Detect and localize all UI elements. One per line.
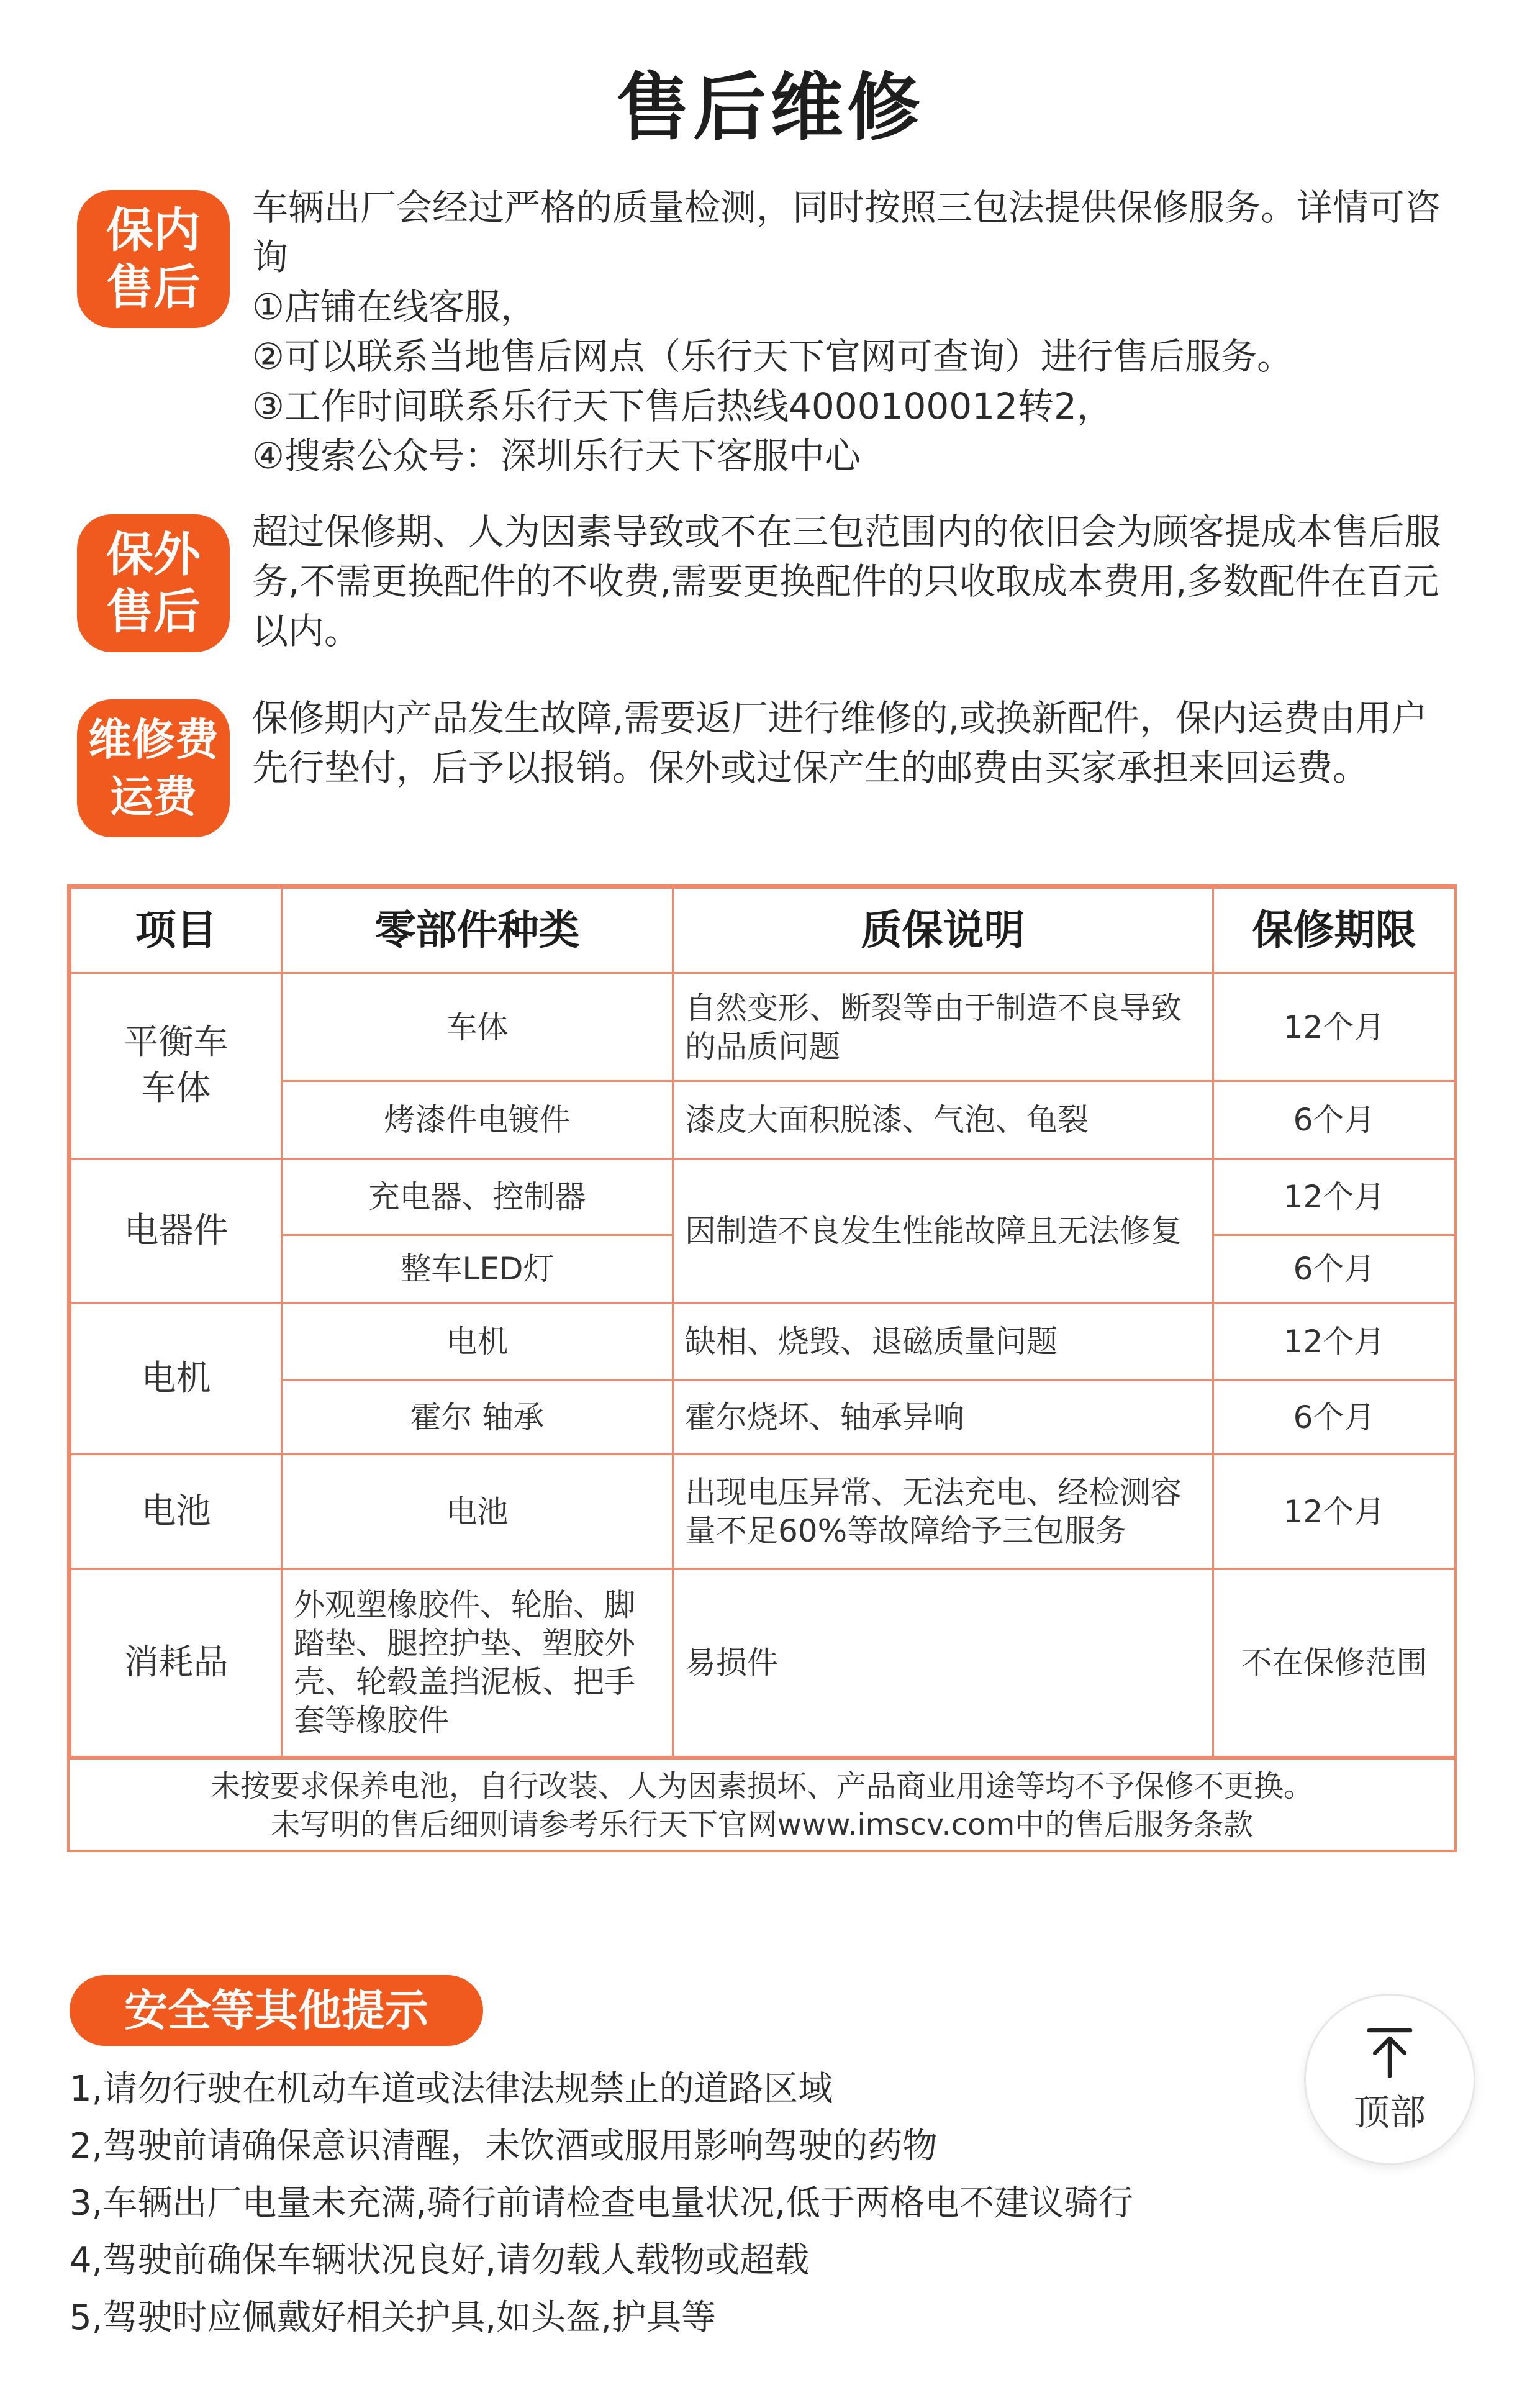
period-cell: 12个月 bbox=[1213, 973, 1456, 1081]
group-motor: 电机 bbox=[71, 1303, 282, 1455]
part-cell: 整车LED灯 bbox=[282, 1235, 673, 1303]
shipping-fee-section bbox=[77, 696, 1462, 857]
shipping-fee-text: 保修期内产品发生故障,需要返厂进行维修的,或换新配件，保内运费由用户先行垫付，后予以报销。保外或过保产生的邮费由买家承担来回运费。 bbox=[252, 697, 1428, 789]
page-title: 售后维修 bbox=[615, 65, 924, 150]
in-warranty-section bbox=[77, 186, 1462, 478]
desc-cell: 漆皮大面积脱漆、气泡、龟裂 bbox=[673, 1081, 1213, 1158]
list-item: 1,请勿行驶在机动车道或法律法规禁止的道路区域 bbox=[70, 2069, 833, 2109]
part-cell: 电机 bbox=[282, 1303, 673, 1381]
part-cell: 外观塑橡胶件、轮胎、脚踏垫、腿控护垫、塑胶外壳、轮毂盖挡泥板、把手套等橡胶件 bbox=[282, 1569, 673, 1757]
period-cell: 12个月 bbox=[1213, 1159, 1456, 1235]
header-warranty-period: 保修期限 bbox=[1213, 888, 1456, 973]
group-consumables: 消耗品 bbox=[71, 1569, 282, 1757]
period-cell: 12个月 bbox=[1213, 1455, 1456, 1569]
in-warranty-badge: 保内 售后 bbox=[77, 190, 230, 328]
list-item: 2,驾驶前请确保意识清醒，未饮酒或服用影响驾驶的药物 bbox=[70, 2126, 938, 2166]
safety-tips-list bbox=[70, 2061, 1249, 2346]
warranty-table-grid bbox=[70, 887, 1456, 1758]
back-to-top-button[interactable] bbox=[1304, 1994, 1475, 2165]
part-cell: 电池 bbox=[282, 1455, 673, 1569]
table-header-row bbox=[71, 888, 1456, 973]
period-cell: 6个月 bbox=[1213, 1381, 1456, 1455]
table-footnote: 未按要求保养电池，自行改装、人为因素损坏、产品商业用途等均不予保修不更换。 未写明的售后细则请参考乐行天下官网www.imscv.com中的售后服务条款 bbox=[70, 1758, 1454, 1851]
out-of-warranty-text: 超过保修期、人为因素导致或不在三包范围内的依旧会为顾客提成本售后服务,不需更换配件的不收费,需要更换配件的只收取成本费用,多数配件在百元以内。 bbox=[252, 511, 1441, 652]
safety-tips-title: 安全等其他提示 bbox=[70, 1975, 483, 2046]
header-warranty-desc: 质保说明 bbox=[673, 888, 1213, 973]
table-row bbox=[71, 973, 1456, 1081]
period-cell: 12个月 bbox=[1213, 1303, 1456, 1381]
header-project: 项目 bbox=[71, 888, 282, 973]
desc-cell: 霍尔烧坏、轴承异响 bbox=[673, 1381, 1213, 1455]
table-row bbox=[71, 1455, 1456, 1569]
list-item: 4,驾驶前确保车辆状况良好,请勿载人载物或超载 bbox=[70, 2240, 810, 2281]
period-cell: 6个月 bbox=[1213, 1081, 1456, 1158]
desc-cell: 易损件 bbox=[673, 1569, 1213, 1757]
part-cell: 车体 bbox=[282, 973, 673, 1081]
table-row bbox=[71, 1159, 1456, 1235]
header-part-type: 零部件种类 bbox=[282, 888, 673, 973]
group-balance-body: 平衡车 车体 bbox=[71, 973, 282, 1159]
in-warranty-text: 车辆出厂会经过严格的质量检测，同时按照三包法提供保修服务。详情可咨询 ①店铺在线客服， ②可以联系当地售后网点（乐行天下官网可查询）进行售后服务。 ③工作时间联系乐行天下售后热线4000100012转2， ④搜索公众号：深圳乐行天下客服中心 bbox=[252, 186, 1441, 477]
table-row bbox=[71, 1303, 1456, 1381]
desc-cell: 出现电压异常、无法充电、经检测容量不足60%等故障给予三包服务 bbox=[673, 1455, 1213, 1569]
list-item: 3,车辆出厂电量未充满,骑行前请检查电量状况,低于两格电不建议骑行 bbox=[70, 2183, 1134, 2224]
arrow-up-to-top-icon bbox=[1361, 2024, 1418, 2081]
part-cell: 充电器、控制器 bbox=[282, 1159, 673, 1235]
desc-cell: 因制造不良发生性能故障且无法修复 bbox=[673, 1159, 1213, 1303]
group-electrical: 电器件 bbox=[71, 1159, 282, 1303]
out-of-warranty-section bbox=[77, 509, 1462, 671]
desc-cell: 自然变形、断裂等由于制造不良导致的品质问题 bbox=[673, 973, 1213, 1081]
shipping-fee-badge: 维修费 运费 bbox=[77, 699, 230, 837]
desc-cell: 缺相、烧毁、退磁质量问题 bbox=[673, 1303, 1213, 1381]
warranty-table bbox=[67, 884, 1457, 1852]
part-cell: 烤漆件电镀件 bbox=[282, 1081, 673, 1158]
period-cell: 不在保修范围 bbox=[1213, 1569, 1456, 1757]
out-of-warranty-badge: 保外 售后 bbox=[77, 514, 230, 652]
back-to-top-label: 顶部 bbox=[1353, 2091, 1426, 2133]
part-cell: 霍尔 轴承 bbox=[282, 1381, 673, 1455]
table-row bbox=[71, 1569, 1456, 1757]
period-cell: 6个月 bbox=[1213, 1235, 1456, 1303]
group-battery: 电池 bbox=[71, 1455, 282, 1569]
list-item: 5,驾驶时应佩戴好相关护具,如头盔,护具等 bbox=[70, 2297, 717, 2338]
